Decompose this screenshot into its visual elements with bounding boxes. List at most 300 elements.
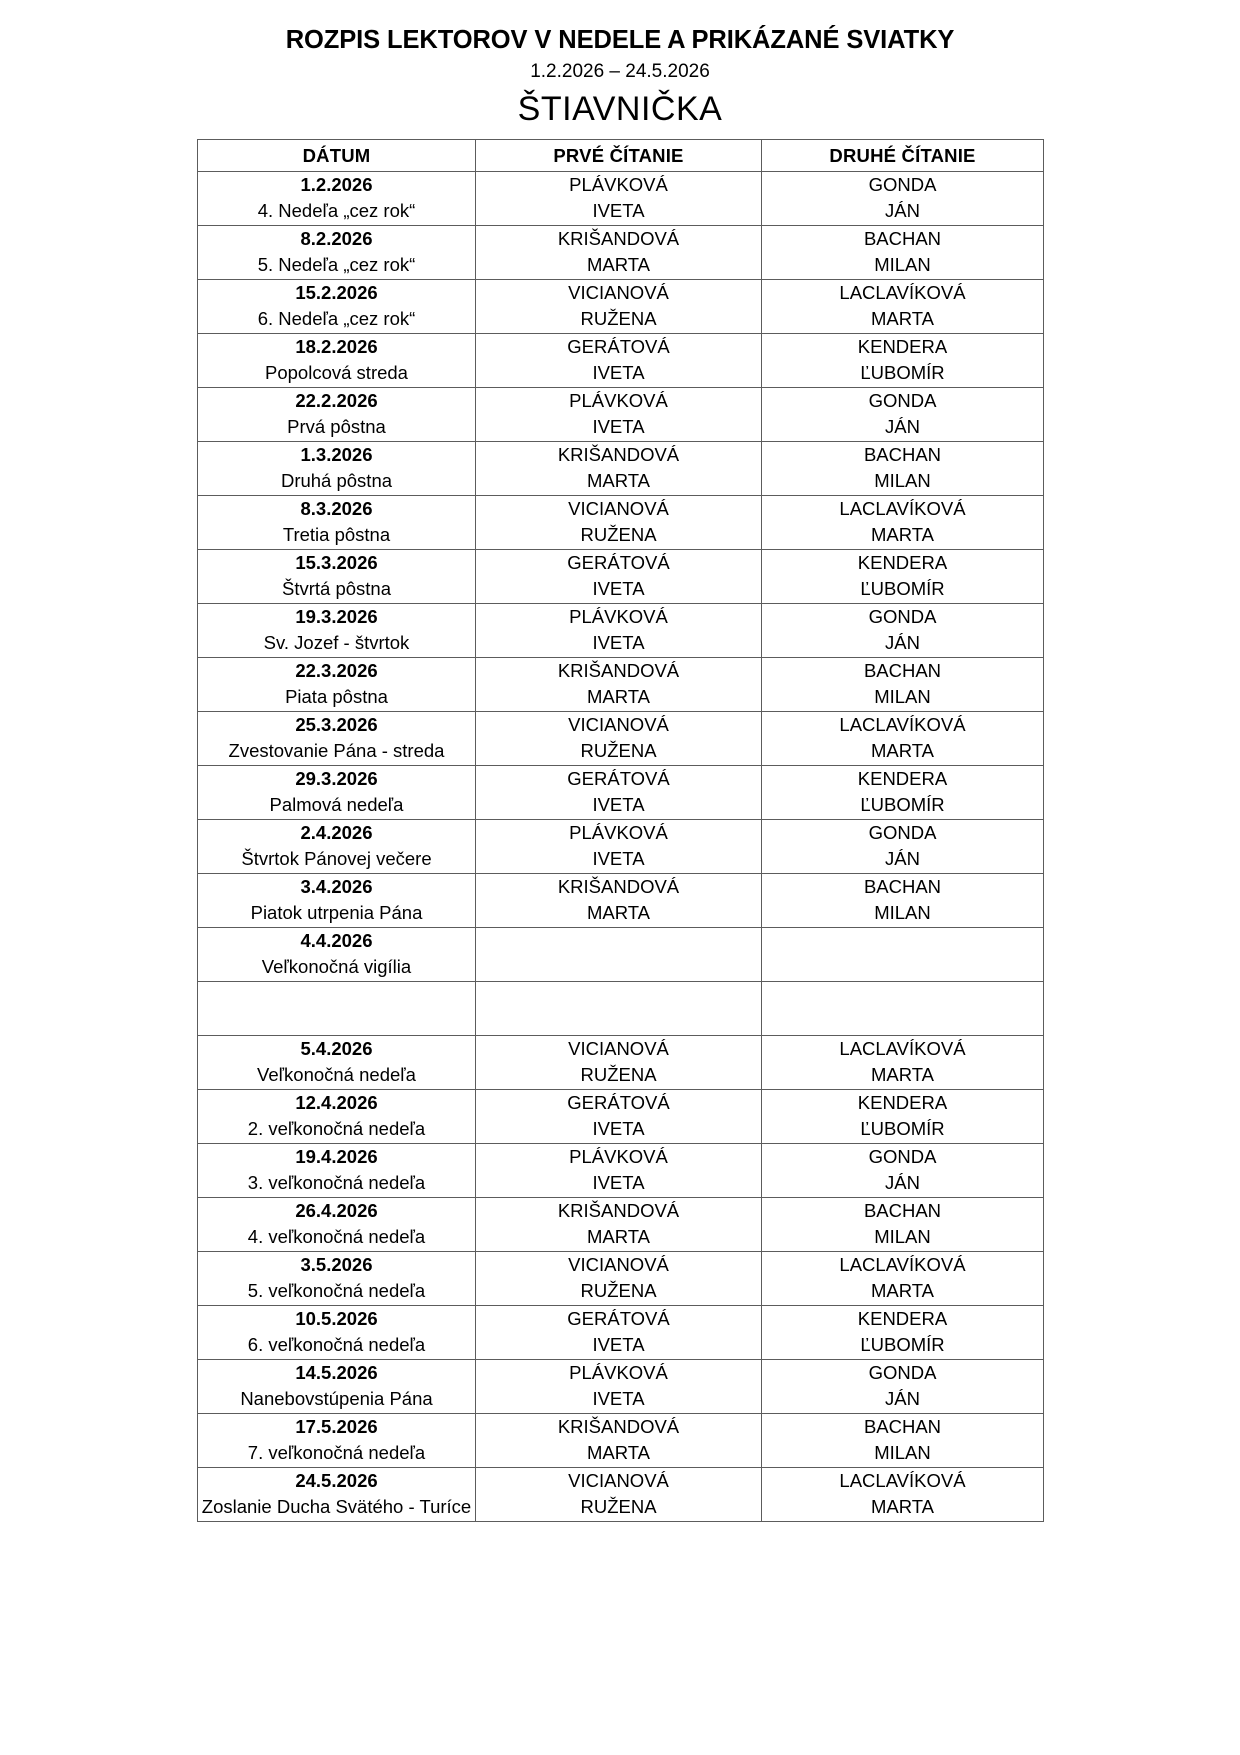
row-second-name: ĽUBOMÍR — [860, 794, 945, 816]
cell-date — [198, 928, 476, 982]
row-first-name: MARTA — [586, 686, 651, 708]
row-first-surname: GERÁTOVÁ — [567, 768, 670, 790]
cell-content — [476, 982, 761, 1035]
row-second-surname: KENDERA — [857, 552, 948, 574]
cell-first-reading — [476, 874, 762, 928]
cell-content — [762, 1090, 1043, 1143]
row-date: 2.4.2026 — [300, 822, 373, 844]
cell-content — [198, 658, 475, 711]
row-occasion: 6. veľkonočná nedeľa — [247, 1334, 426, 1356]
row-second-surname: BACHAN — [863, 876, 942, 898]
cell-second-reading — [762, 820, 1044, 874]
row-date: 26.4.2026 — [295, 1200, 378, 1222]
row-second-name: MILAN — [874, 254, 931, 276]
cell-first-reading — [476, 334, 762, 388]
row-second-name: MILAN — [874, 902, 931, 924]
cell-content — [198, 1198, 475, 1251]
cell-content — [198, 1414, 475, 1467]
row-second-surname: LACLAVÍKOVÁ — [839, 714, 966, 736]
cell-first-reading — [476, 712, 762, 766]
cell-content — [476, 388, 761, 441]
row-first-name: RUŽENA — [580, 308, 657, 330]
row-first-surname: PLÁVKOVÁ — [569, 1362, 668, 1384]
cell-date — [198, 712, 476, 766]
cell-content — [198, 388, 475, 441]
table-row — [198, 874, 1044, 928]
table-row — [198, 226, 1044, 280]
row-second-surname: GONDA — [868, 822, 937, 844]
cell-second-reading — [762, 226, 1044, 280]
table-row — [198, 1198, 1044, 1252]
cell-content — [476, 334, 761, 387]
row-first-surname: KRIŠANDOVÁ — [557, 1200, 680, 1222]
lector-schedule-table — [197, 139, 1044, 1522]
row-occasion: Veľkonočná vigília — [261, 956, 412, 978]
row-date: 22.2.2026 — [295, 390, 378, 412]
schedule-table-wrapper — [197, 139, 1043, 1522]
table-row — [198, 1252, 1044, 1306]
table-row — [198, 496, 1044, 550]
row-first-surname: PLÁVKOVÁ — [569, 1146, 668, 1168]
cell-first-reading — [476, 172, 762, 226]
cell-content — [762, 388, 1043, 441]
table-row — [198, 820, 1044, 874]
row-first-surname: GERÁTOVÁ — [567, 1092, 670, 1114]
cell-date — [198, 1306, 476, 1360]
row-occasion: Veľkonočná nedeľa — [257, 1064, 416, 1086]
row-date: 1.3.2026 — [300, 444, 373, 466]
row-occasion: Sv. Jozef - štvrtok — [263, 632, 410, 654]
row-first-name: MARTA — [586, 902, 651, 924]
row-first-surname: PLÁVKOVÁ — [569, 822, 668, 844]
row-first-surname: PLÁVKOVÁ — [569, 390, 668, 412]
cell-content — [762, 1414, 1043, 1467]
cell-content — [198, 442, 475, 495]
table-row — [198, 1468, 1044, 1522]
row-second-name: MARTA — [870, 308, 935, 330]
table-row — [198, 1144, 1044, 1198]
cell-first-reading — [476, 604, 762, 658]
cell-first-reading — [476, 1360, 762, 1414]
cell-first-reading — [476, 1090, 762, 1144]
table-header-row — [198, 140, 1044, 172]
row-date: 10.5.2026 — [295, 1308, 378, 1330]
row-first-surname: VICIANOVÁ — [568, 1254, 669, 1276]
row-second-surname: GONDA — [868, 390, 937, 412]
row-date: 25.3.2026 — [295, 714, 378, 736]
row-occasion: Štvrtá pôstna — [281, 578, 391, 600]
row-date: 3.5.2026 — [300, 1254, 373, 1276]
cell-date — [198, 604, 476, 658]
cell-date — [198, 496, 476, 550]
row-first-surname: KRIŠANDOVÁ — [557, 876, 680, 898]
cell-content — [476, 928, 761, 981]
table-row — [198, 1306, 1044, 1360]
table-header — [198, 140, 1044, 172]
cell-content — [198, 982, 475, 1035]
row-date: 4.4.2026 — [300, 930, 373, 952]
cell-content — [476, 442, 761, 495]
row-first-name: MARTA — [586, 1442, 651, 1464]
cell-date — [198, 172, 476, 226]
cell-content — [762, 658, 1043, 711]
row-first-name: MARTA — [586, 1226, 651, 1248]
row-second-name: MARTA — [870, 1280, 935, 1302]
cell-first-reading — [476, 388, 762, 442]
row-first-surname: VICIANOVÁ — [568, 282, 669, 304]
cell-second-reading — [762, 280, 1044, 334]
cell-first-reading — [476, 1252, 762, 1306]
cell-second-reading — [762, 550, 1044, 604]
row-occasion: Zoslanie Ducha Svätého - Turíce — [201, 1496, 472, 1518]
column-header-date: DÁTUM — [198, 140, 476, 172]
row-second-name: MILAN — [874, 1226, 931, 1248]
row-date: 8.2.2026 — [300, 228, 373, 250]
row-occasion: Štvrtok Pánovej večere — [241, 848, 432, 870]
row-occasion: 7. veľkonočná nedeľa — [247, 1442, 426, 1464]
table-row — [198, 280, 1044, 334]
page-title: ROZPIS LEKTOROV V NEDELE A PRIKÁZANÉ SVIATKY — [285, 26, 955, 54]
row-date: 15.3.2026 — [295, 552, 378, 574]
row-second-surname: GONDA — [868, 174, 937, 196]
cell-content — [762, 226, 1043, 279]
cell-first-reading — [476, 820, 762, 874]
cell-first-reading — [476, 280, 762, 334]
cell-second-reading — [762, 928, 1044, 982]
row-first-surname: GERÁTOVÁ — [567, 552, 670, 574]
table-row — [198, 1036, 1044, 1090]
cell-content — [198, 712, 475, 765]
row-second-surname: GONDA — [868, 1146, 937, 1168]
row-second-name: JÁN — [885, 1172, 920, 1194]
row-date: 24.5.2026 — [295, 1470, 378, 1492]
cell-content — [476, 496, 761, 549]
row-date: 15.2.2026 — [295, 282, 378, 304]
cell-content — [198, 1090, 475, 1143]
row-first-name: RUŽENA — [580, 524, 657, 546]
cell-content — [762, 1360, 1043, 1413]
row-second-surname: BACHAN — [863, 444, 942, 466]
row-first-surname: GERÁTOVÁ — [567, 336, 670, 358]
table-row — [198, 766, 1044, 820]
cell-content — [476, 172, 761, 225]
cell-second-reading — [762, 874, 1044, 928]
table-row — [198, 388, 1044, 442]
row-second-name: MARTA — [870, 524, 935, 546]
cell-second-reading — [762, 712, 1044, 766]
row-first-name: IVETA — [592, 362, 645, 384]
row-occasion: 3. veľkonočná nedeľa — [247, 1172, 426, 1194]
row-second-name: JÁN — [885, 200, 920, 222]
row-second-surname: LACLAVÍKOVÁ — [839, 282, 966, 304]
cell-content — [762, 604, 1043, 657]
row-occasion: Nanebovstúpenia Pána — [240, 1388, 433, 1410]
cell-content — [198, 928, 475, 981]
row-second-name: JÁN — [885, 632, 920, 654]
cell-content — [762, 280, 1043, 333]
row-date: 1.2.2026 — [300, 174, 373, 196]
cell-second-reading — [762, 658, 1044, 712]
cell-first-reading — [476, 496, 762, 550]
row-second-surname: KENDERA — [857, 768, 948, 790]
cell-content — [476, 1360, 761, 1413]
cell-content — [762, 928, 1043, 981]
cell-content — [476, 550, 761, 603]
cell-date — [198, 1144, 476, 1198]
cell-content — [762, 1306, 1043, 1359]
row-second-surname: GONDA — [868, 1362, 937, 1384]
cell-second-reading — [762, 1414, 1044, 1468]
row-date: 19.4.2026 — [295, 1146, 378, 1168]
table-row — [198, 712, 1044, 766]
cell-first-reading — [476, 1198, 762, 1252]
cell-first-reading — [476, 550, 762, 604]
row-first-surname: KRIŠANDOVÁ — [557, 228, 680, 250]
cell-content — [476, 1468, 761, 1521]
cell-content — [198, 604, 475, 657]
cell-first-reading — [476, 1468, 762, 1522]
row-second-surname: BACHAN — [863, 1200, 942, 1222]
cell-second-reading — [762, 334, 1044, 388]
row-first-surname: PLÁVKOVÁ — [569, 606, 668, 628]
cell-content — [198, 172, 475, 225]
cell-content — [762, 334, 1043, 387]
cell-content — [762, 712, 1043, 765]
cell-content — [762, 820, 1043, 873]
cell-first-reading — [476, 226, 762, 280]
row-second-surname: BACHAN — [863, 1416, 942, 1438]
row-occasion: Druhá pôstna — [280, 470, 393, 492]
row-first-name: IVETA — [592, 416, 645, 438]
cell-second-reading — [762, 604, 1044, 658]
cell-date — [198, 226, 476, 280]
row-occasion: Prvá pôstna — [287, 416, 386, 438]
cell-content — [476, 604, 761, 657]
cell-content — [198, 496, 475, 549]
row-first-name: RUŽENA — [580, 740, 657, 762]
row-first-name: RUŽENA — [580, 1280, 657, 1302]
cell-content — [476, 280, 761, 333]
row-second-name: ĽUBOMÍR — [860, 1334, 945, 1356]
row-second-name: MARTA — [870, 1064, 935, 1086]
cell-date — [198, 766, 476, 820]
cell-first-reading — [476, 1144, 762, 1198]
row-second-name: MARTA — [870, 740, 935, 762]
row-date: 18.2.2026 — [295, 336, 378, 358]
cell-date — [198, 1414, 476, 1468]
cell-second-reading — [762, 1198, 1044, 1252]
row-first-surname: PLÁVKOVÁ — [569, 174, 668, 196]
cell-second-reading — [762, 1144, 1044, 1198]
row-first-surname: GERÁTOVÁ — [567, 1308, 670, 1330]
cell-first-reading — [476, 1036, 762, 1090]
cell-content — [476, 1252, 761, 1305]
cell-date — [198, 1252, 476, 1306]
cell-content — [198, 280, 475, 333]
cell-content — [198, 874, 475, 927]
cell-content — [476, 766, 761, 819]
row-first-name: RUŽENA — [580, 1496, 657, 1518]
cell-second-reading — [762, 388, 1044, 442]
date-range-subtitle: 1.2.2026 – 24.5.2026 — [530, 61, 710, 83]
row-date: 19.3.2026 — [295, 606, 378, 628]
cell-content — [198, 1144, 475, 1197]
cell-date — [198, 334, 476, 388]
row-second-name: MARTA — [870, 1496, 935, 1518]
cell-content — [476, 820, 761, 873]
cell-date — [198, 1360, 476, 1414]
row-occasion: 5. veľkonočná nedeľa — [247, 1280, 426, 1302]
row-date: 29.3.2026 — [295, 768, 378, 790]
table-body — [198, 172, 1044, 1522]
cell-content — [198, 226, 475, 279]
row-first-surname: KRIŠANDOVÁ — [557, 660, 680, 682]
cell-second-reading — [762, 1306, 1044, 1360]
cell-content — [198, 1036, 475, 1089]
table-row — [198, 1414, 1044, 1468]
row-date: 17.5.2026 — [295, 1416, 378, 1438]
table-row — [198, 928, 1044, 982]
cell-second-reading — [762, 496, 1044, 550]
row-occasion: Zvestovanie Pána - streda — [228, 740, 445, 762]
table-row — [198, 1090, 1044, 1144]
row-first-name: MARTA — [586, 254, 651, 276]
cell-first-reading — [476, 442, 762, 496]
cell-content — [198, 766, 475, 819]
row-date: 12.4.2026 — [295, 1092, 378, 1114]
row-second-surname: LACLAVÍKOVÁ — [839, 1470, 966, 1492]
table-row — [198, 550, 1044, 604]
cell-date — [198, 442, 476, 496]
row-occasion: Piata pôstna — [285, 686, 388, 708]
cell-content — [476, 1306, 761, 1359]
row-occasion: Palmová nedeľa — [269, 794, 404, 816]
row-first-surname: KRIŠANDOVÁ — [557, 444, 680, 466]
cell-first-reading — [476, 1306, 762, 1360]
row-second-surname: BACHAN — [863, 660, 942, 682]
row-second-name: JÁN — [885, 848, 920, 870]
cell-second-reading — [762, 766, 1044, 820]
cell-content — [762, 442, 1043, 495]
table-row — [198, 442, 1044, 496]
cell-content — [198, 1306, 475, 1359]
cell-content — [476, 1144, 761, 1197]
cell-second-reading — [762, 172, 1044, 226]
row-second-surname: BACHAN — [863, 228, 942, 250]
table-row — [198, 172, 1044, 226]
cell-content — [476, 712, 761, 765]
cell-second-reading — [762, 1252, 1044, 1306]
cell-date — [198, 658, 476, 712]
table-row — [198, 334, 1044, 388]
table-row — [198, 1360, 1044, 1414]
row-second-name: ĽUBOMÍR — [860, 362, 945, 384]
cell-content — [198, 550, 475, 603]
cell-second-reading — [762, 982, 1044, 1036]
row-first-surname: VICIANOVÁ — [568, 1038, 669, 1060]
row-first-surname: VICIANOVÁ — [568, 1470, 669, 1492]
row-second-name: JÁN — [885, 1388, 920, 1410]
row-first-name: IVETA — [592, 578, 645, 600]
cell-content — [198, 334, 475, 387]
document-header — [0, 0, 1240, 130]
row-first-name: IVETA — [592, 200, 645, 222]
cell-date — [198, 1198, 476, 1252]
cell-second-reading — [762, 1468, 1044, 1522]
cell-content — [476, 1036, 761, 1089]
row-second-name: ĽUBOMÍR — [860, 578, 945, 600]
cell-content — [762, 1036, 1043, 1089]
cell-content — [198, 1468, 475, 1521]
cell-content — [476, 1198, 761, 1251]
cell-content — [762, 496, 1043, 549]
row-second-surname: GONDA — [868, 606, 937, 628]
row-second-name: MILAN — [874, 1442, 931, 1464]
row-first-name: IVETA — [592, 848, 645, 870]
cell-first-reading — [476, 982, 762, 1036]
row-date: 3.4.2026 — [300, 876, 373, 898]
cell-content — [762, 550, 1043, 603]
cell-first-reading — [476, 766, 762, 820]
cell-first-reading — [476, 658, 762, 712]
row-occasion: 5. Nedeľa „cez rok“ — [257, 254, 416, 276]
cell-content — [762, 766, 1043, 819]
cell-content — [476, 658, 761, 711]
parish-name: ŠTIAVNIČKA — [517, 89, 723, 128]
column-header-first-reading: PRVÉ ČÍTANIE — [476, 140, 762, 172]
row-occasion: Popolcová streda — [265, 362, 408, 384]
cell-first-reading — [476, 928, 762, 982]
row-occasion: Piatok utrpenia Pána — [250, 902, 423, 924]
row-second-name: JÁN — [885, 416, 920, 438]
row-date: 5.4.2026 — [300, 1038, 373, 1060]
table-row — [198, 982, 1044, 1036]
cell-content — [762, 1252, 1043, 1305]
row-date: 8.3.2026 — [300, 498, 373, 520]
cell-second-reading — [762, 442, 1044, 496]
row-occasion: Tretia pôstna — [282, 524, 391, 546]
row-date: 22.3.2026 — [295, 660, 378, 682]
row-date: 14.5.2026 — [295, 1362, 378, 1384]
cell-date — [198, 982, 476, 1036]
cell-content — [198, 1360, 475, 1413]
row-first-name: IVETA — [592, 1388, 645, 1410]
row-second-name: ĽUBOMÍR — [860, 1118, 945, 1140]
cell-date — [198, 280, 476, 334]
row-first-name: RUŽENA — [580, 1064, 657, 1086]
cell-content — [762, 982, 1043, 1035]
column-header-second-reading: DRUHÉ ČÍTANIE — [762, 140, 1044, 172]
cell-content — [762, 172, 1043, 225]
cell-content — [198, 1252, 475, 1305]
row-occasion: 6. Nedeľa „cez rok“ — [257, 308, 416, 330]
row-first-name: MARTA — [586, 470, 651, 492]
row-first-surname: VICIANOVÁ — [568, 498, 669, 520]
row-first-name: IVETA — [592, 1118, 645, 1140]
cell-date — [198, 874, 476, 928]
cell-second-reading — [762, 1360, 1044, 1414]
cell-second-reading — [762, 1090, 1044, 1144]
row-first-surname: KRIŠANDOVÁ — [557, 1416, 680, 1438]
cell-content — [762, 874, 1043, 927]
cell-date — [198, 820, 476, 874]
row-second-name: MILAN — [874, 470, 931, 492]
table-row — [198, 604, 1044, 658]
cell-date — [198, 1090, 476, 1144]
cell-date — [198, 388, 476, 442]
cell-first-reading — [476, 1414, 762, 1468]
row-occasion: 4. Nedeľa „cez rok“ — [257, 200, 416, 222]
